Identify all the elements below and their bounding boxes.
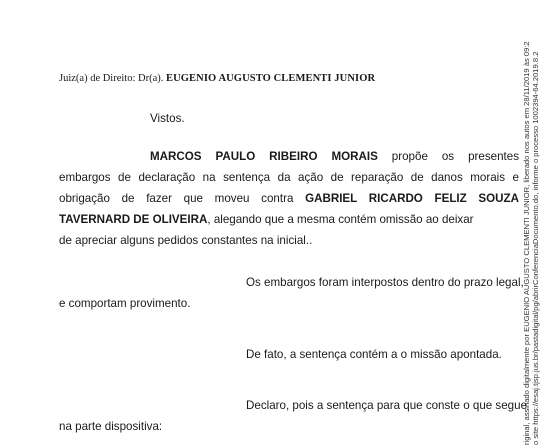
para4-line2: na parte dispositiva: [59, 420, 163, 433]
para1-line5: de apreciar alguns pedidos constantes na inicial.. [59, 234, 313, 247]
para3: De fato, a sentença contém a o missão apontada. [246, 348, 502, 361]
party-plaintiff: MARCOS PAULO RIBEIRO MORAIS [150, 150, 378, 163]
para4-line1: Declaro, pois a sentença para que conste o que segue [246, 399, 528, 412]
sidebar-verification-line: o site https://esaj.tjsp.jus.br/pastadigital/pg/abrirConferenciaDocumento.do, informe o processo 1002394-64.2019.8.2 [531, 51, 541, 445]
para2-line1: Os embargos foram interpostos dentro do prazo legal, [246, 276, 524, 289]
signature-sidebar [522, 0, 552, 445]
para1-line3 [59, 192, 519, 205]
party-defendant-a: GABRIEL RICARDO FELIZ SOUZA [305, 192, 519, 205]
party-defendant-b: TAVERNARD DE OLIVEIRA [59, 213, 208, 226]
vistos: Vistos. [150, 112, 185, 125]
judge-name: EUGENIO AUGUSTO CLEMENTI JUNIOR [166, 73, 376, 84]
judge-line [59, 73, 375, 84]
para1-line4-text: , alegando que a mesma contém omissão ao deixar [207, 213, 474, 226]
sidebar-signature-line: riginal, assinado digitalmente por EUGENIO AUGUSTO CLEMENTI JUNIOR, liberado nos autos em 28/11/2019 às 09:2 [522, 41, 531, 445]
para2-line2: e comportam provimento. [59, 297, 191, 310]
para1-line2: embargos de declaração na sentença da ação de reparação de danos morais e [59, 171, 519, 184]
para1-line1 [150, 150, 519, 163]
para1-line1-text: propõe os presentes [391, 150, 519, 163]
para1-line4 [59, 213, 474, 226]
judge-prefix: Juiz(a) de Direito: Dr(a). [59, 73, 164, 84]
para1-line3-text: obrigação de fazer que moveu contra [59, 192, 294, 205]
